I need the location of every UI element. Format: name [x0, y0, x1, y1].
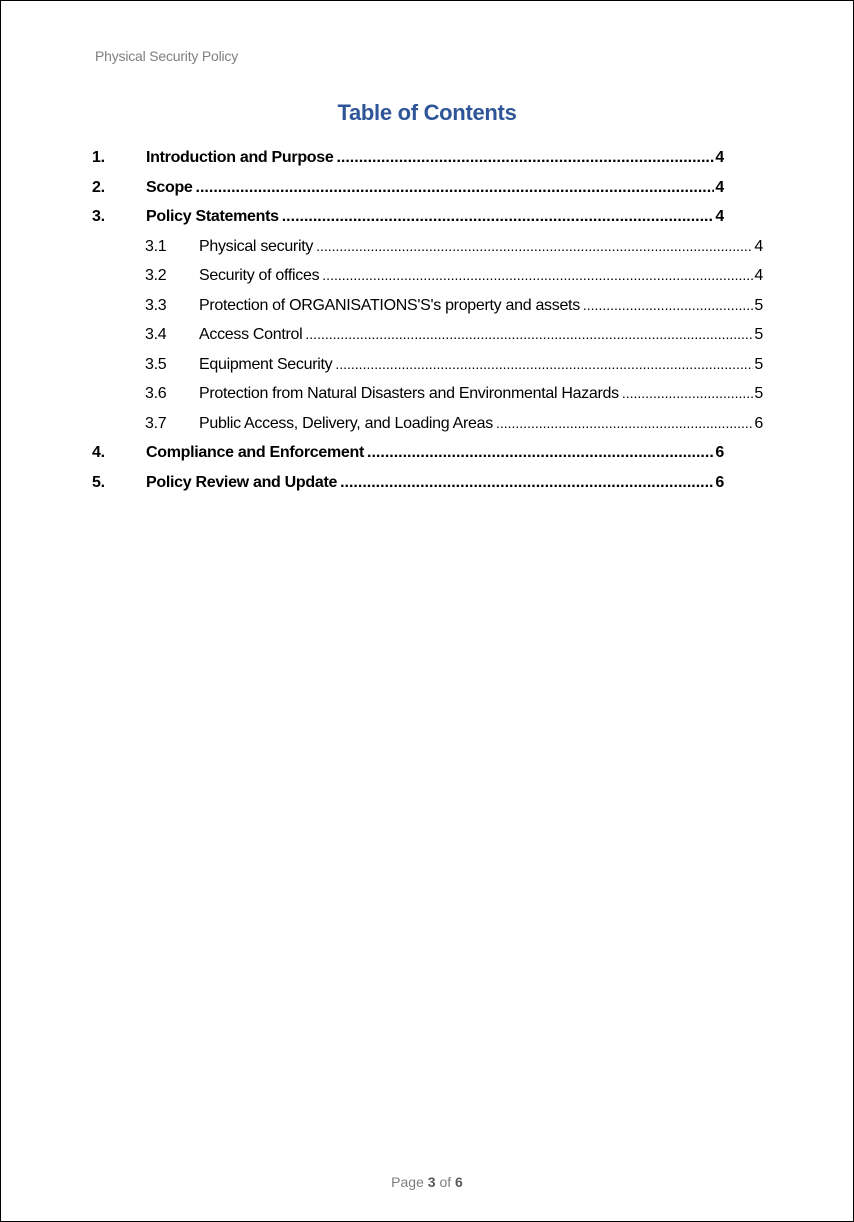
toc-entry-text: Policy Statements	[146, 208, 279, 225]
toc-entry[interactable]	[92, 474, 724, 492]
toc-entry-page: 6	[715, 474, 724, 491]
footer-current-page: 3	[427, 1174, 436, 1190]
toc-subentry[interactable]	[145, 415, 763, 433]
toc-entry-page: 4	[715, 208, 724, 225]
footer-page-word: Page	[391, 1174, 424, 1190]
toc-entry-number: 3.3	[145, 297, 167, 314]
toc-leader-dots	[335, 356, 753, 372]
toc-entry-number: 1.	[92, 149, 105, 166]
toc-entry-page: 6	[715, 444, 724, 461]
toc-entry-page: 5	[754, 297, 763, 314]
footer-of-word: of	[439, 1174, 452, 1190]
toc-leader-dots	[336, 149, 714, 167]
toc-entry[interactable]	[92, 208, 724, 226]
toc-subentry[interactable]	[145, 356, 763, 374]
toc-entry-page: 4	[754, 267, 763, 284]
toc-entry-page: 4	[715, 149, 724, 166]
toc-title: Table of Contents	[337, 100, 517, 125]
toc-entry[interactable]	[92, 179, 724, 197]
toc-leader-dots	[196, 179, 715, 197]
toc-entry-number: 3.	[92, 208, 105, 225]
toc-entry-page: 4	[754, 238, 763, 255]
toc-entry-text: Scope	[146, 179, 193, 196]
toc-entry-text: Physical security	[199, 238, 314, 255]
running-header: Physical Security Policy	[95, 48, 239, 64]
toc-entry-page: 6	[754, 415, 763, 432]
toc-entry-text: Policy Review and Update	[146, 474, 338, 491]
toc-entry-number: 3.2	[145, 267, 167, 284]
toc-entry-text: Protection from Natural Disasters and Environmental Hazards	[199, 385, 619, 402]
toc-entry-page: 4	[715, 179, 724, 196]
toc-entry-number: 2.	[92, 179, 105, 196]
toc-entry-page: 5	[754, 356, 763, 373]
toc-entry-number: 5.	[92, 474, 105, 491]
page-footer	[1, 1174, 853, 1190]
toc-entry-text: Compliance and Enforcement	[146, 444, 365, 461]
toc-subentry[interactable]	[145, 326, 763, 344]
toc-entry-page: 5	[754, 385, 763, 402]
toc-subentry[interactable]	[145, 297, 763, 315]
toc-entry-number: 3.1	[145, 238, 167, 255]
toc-leader-dots	[496, 415, 753, 431]
toc-entry-text: Access Control	[199, 326, 303, 343]
toc-leader-dots	[583, 297, 754, 313]
toc-leader-dots	[305, 326, 753, 342]
toc-subentry[interactable]	[145, 267, 763, 285]
toc-leader-dots	[622, 385, 754, 401]
toc-entry-number: 3.7	[145, 415, 167, 432]
toc-entry-text: Security of offices	[199, 267, 320, 284]
toc-entry-text: Public Access, Delivery, and Loading Areas	[199, 415, 493, 432]
toc-leader-dots	[340, 474, 714, 492]
toc-leader-dots	[316, 238, 753, 254]
toc-leader-dots	[367, 444, 714, 462]
toc-entry-text: Protection of ORGANISATIONS'S's property and assets	[199, 297, 580, 314]
toc-entry-number: 3.6	[145, 385, 167, 402]
toc-entry-text: Equipment Security	[199, 356, 333, 373]
toc-leader-dots	[282, 208, 715, 226]
footer-total-pages: 6	[455, 1174, 463, 1190]
toc-leader-dots	[322, 267, 753, 283]
toc-entry-number: 3.4	[145, 326, 167, 343]
toc-entry-number: 4.	[92, 444, 105, 461]
toc-entry-page: 5	[754, 326, 763, 343]
toc-entry[interactable]	[92, 149, 724, 167]
toc-subentry[interactable]	[145, 385, 763, 403]
toc-entry[interactable]	[92, 444, 724, 462]
toc-entry-number: 3.5	[145, 356, 167, 373]
toc-entry-text: Introduction and Purpose	[146, 149, 334, 166]
toc-subentry[interactable]	[145, 238, 763, 256]
